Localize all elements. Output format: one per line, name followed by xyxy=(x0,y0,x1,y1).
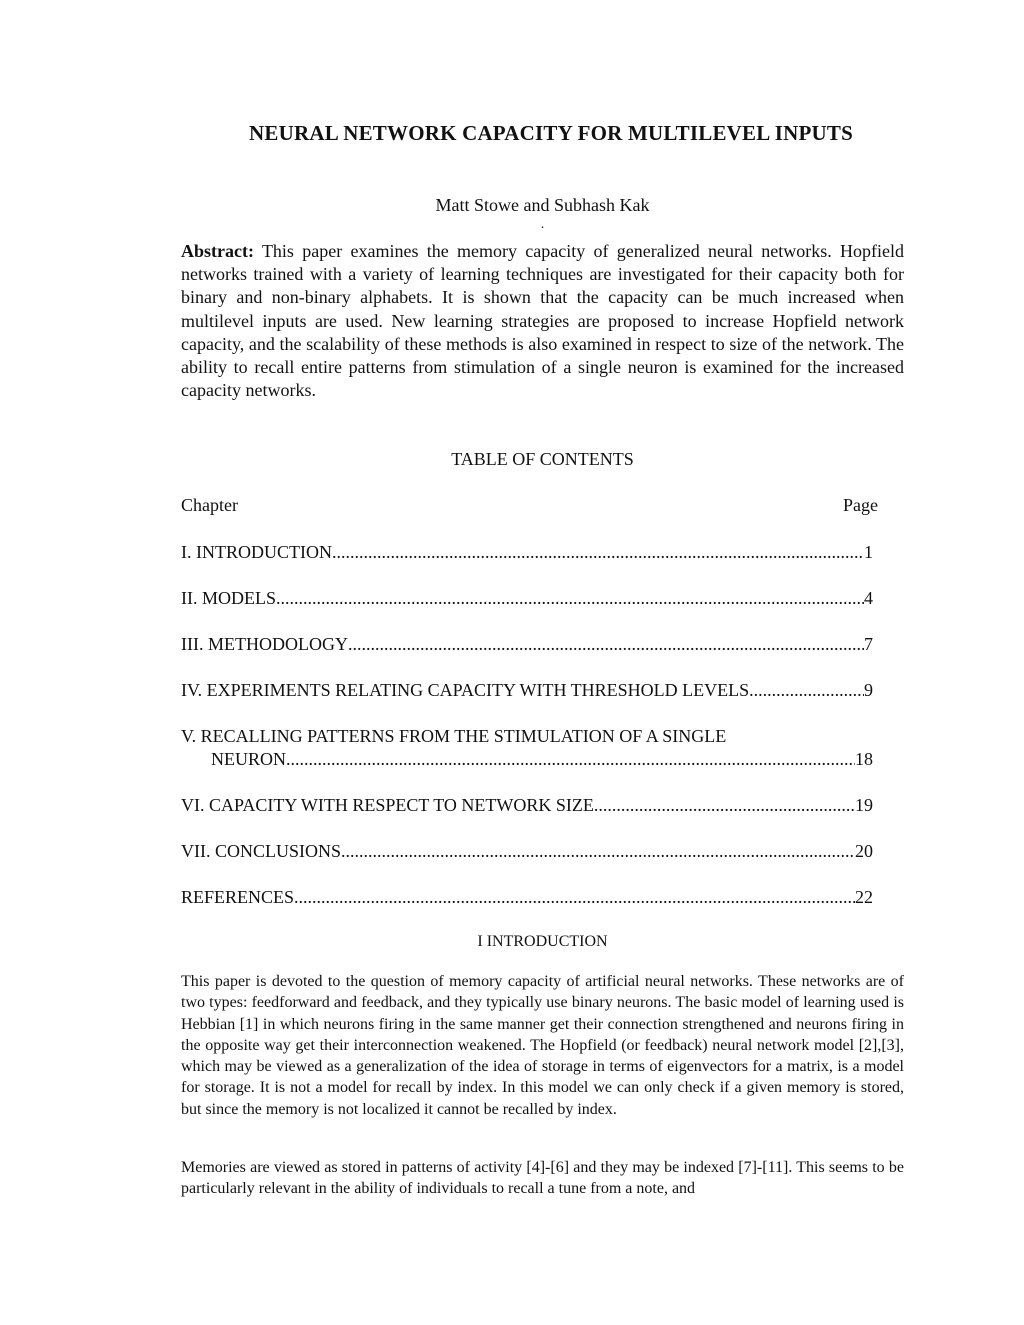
toc-entry-page: 19 xyxy=(855,795,873,815)
toc-heading: TABLE OF CONTENTS xyxy=(451,449,634,469)
toc-entry-title: IV. EXPERIMENTS RELATING CAPACITY WITH THRESHOLD LEVELS xyxy=(181,680,750,700)
toc-entry-title: III. METHODOLOGY xyxy=(181,634,348,654)
toc-entry-title: REFERENCES xyxy=(181,887,295,907)
toc-leader-dots xyxy=(348,633,864,656)
toc-chapter-label: Chapter xyxy=(181,495,238,515)
toc-leader-dots xyxy=(332,541,864,564)
toc-entry-title: NEURON xyxy=(211,749,286,769)
toc-leader-dots xyxy=(749,679,864,702)
toc-leader-dots xyxy=(294,886,855,909)
toc-entry-title: I. INTRODUCTION xyxy=(181,542,332,562)
toc-entry-methodology xyxy=(181,633,873,656)
toc-entry-title: II. MODELS xyxy=(181,588,276,608)
toc-entry-page: 22 xyxy=(855,887,873,907)
abstract-label: Abstract: xyxy=(181,241,254,261)
toc-entry-title: VI. CAPACITY WITH RESPECT TO NETWORK SIZE xyxy=(181,795,594,815)
toc-entry-page: 20 xyxy=(855,841,873,861)
toc-entry-experiments xyxy=(181,679,873,702)
toc-leader-dots xyxy=(276,587,864,610)
toc-entry-introduction xyxy=(181,541,873,564)
toc-leader-dots xyxy=(286,748,855,771)
paper-title: NEURAL NETWORK CAPACITY FOR MULTILEVEL INPUTS xyxy=(249,121,853,145)
intro-paragraph-1: This paper is devoted to the question of memory capacity of artificial neural networks. These networks are of two types: feedforward and feedback, and they typically use binary neurons. The basic model of learning used is Hebbian [1] in which neurons firing in the same manner get their connection strengthened and neurons firing in the opposite way get their interconnection weakened. The Hopfield (or feedback) neural network model [2],[3], which may be viewed as a generalization of the idea of storage in terms of eigenvectors for a matrix, is a model for storage. It is not a model for recall by index. In this model we can only check if a given memory is stored, but since the memory is not localized it cannot be recalled by index. xyxy=(181,973,904,1118)
toc-entry-page: 18 xyxy=(855,749,873,769)
toc-entry-recalling-line1: V. RECALLING PATTERNS FROM THE STIMULATION OF A SINGLE xyxy=(181,726,727,746)
toc-entry-page: 1 xyxy=(864,542,873,562)
toc-entry-models xyxy=(181,587,873,610)
separator-dot: . xyxy=(540,217,545,232)
section-heading-introduction: I INTRODUCTION xyxy=(477,933,608,950)
toc-entry-references xyxy=(181,886,873,909)
abstract-text: This paper examines the memory capacity of generalized neural networks. Hopfield networks trained with a variety of learning techniques are investigated for their capacity both for binary and non-binary alphabets. It is shown that the capacity can be much increased when multilevel inputs are used. New learning strategies are proposed to increase Hopfield network capacity, and the scalability of these methods is also examined in respect to size of the network. The ability to recall entire patterns from stimulation of a single neuron is examined for the increased capacity networks. xyxy=(181,241,904,401)
toc-entry-title: VII. CONCLUSIONS xyxy=(181,841,342,861)
toc-entry-page: 9 xyxy=(864,680,873,700)
intro-paragraph-2: Memories are viewed as stored in patterns of activity [4]-[6] and they may be indexed [7]-[11]. This seems to be particularly relevant in the ability of individuals to recall a tune from a note, and xyxy=(181,1159,904,1198)
toc-entry-page: 7 xyxy=(864,634,873,654)
toc-entry-network-size xyxy=(181,794,873,817)
toc-leader-dots xyxy=(341,840,855,863)
abstract xyxy=(181,240,904,402)
toc-leader-dots xyxy=(594,794,855,817)
toc-entry-conclusions xyxy=(181,840,873,863)
toc-entry-page: 4 xyxy=(864,588,873,608)
paper-authors: Matt Stowe and Subhash Kak xyxy=(435,195,650,215)
toc-entry-recalling xyxy=(211,748,873,771)
toc-page-label: Page xyxy=(843,495,878,515)
